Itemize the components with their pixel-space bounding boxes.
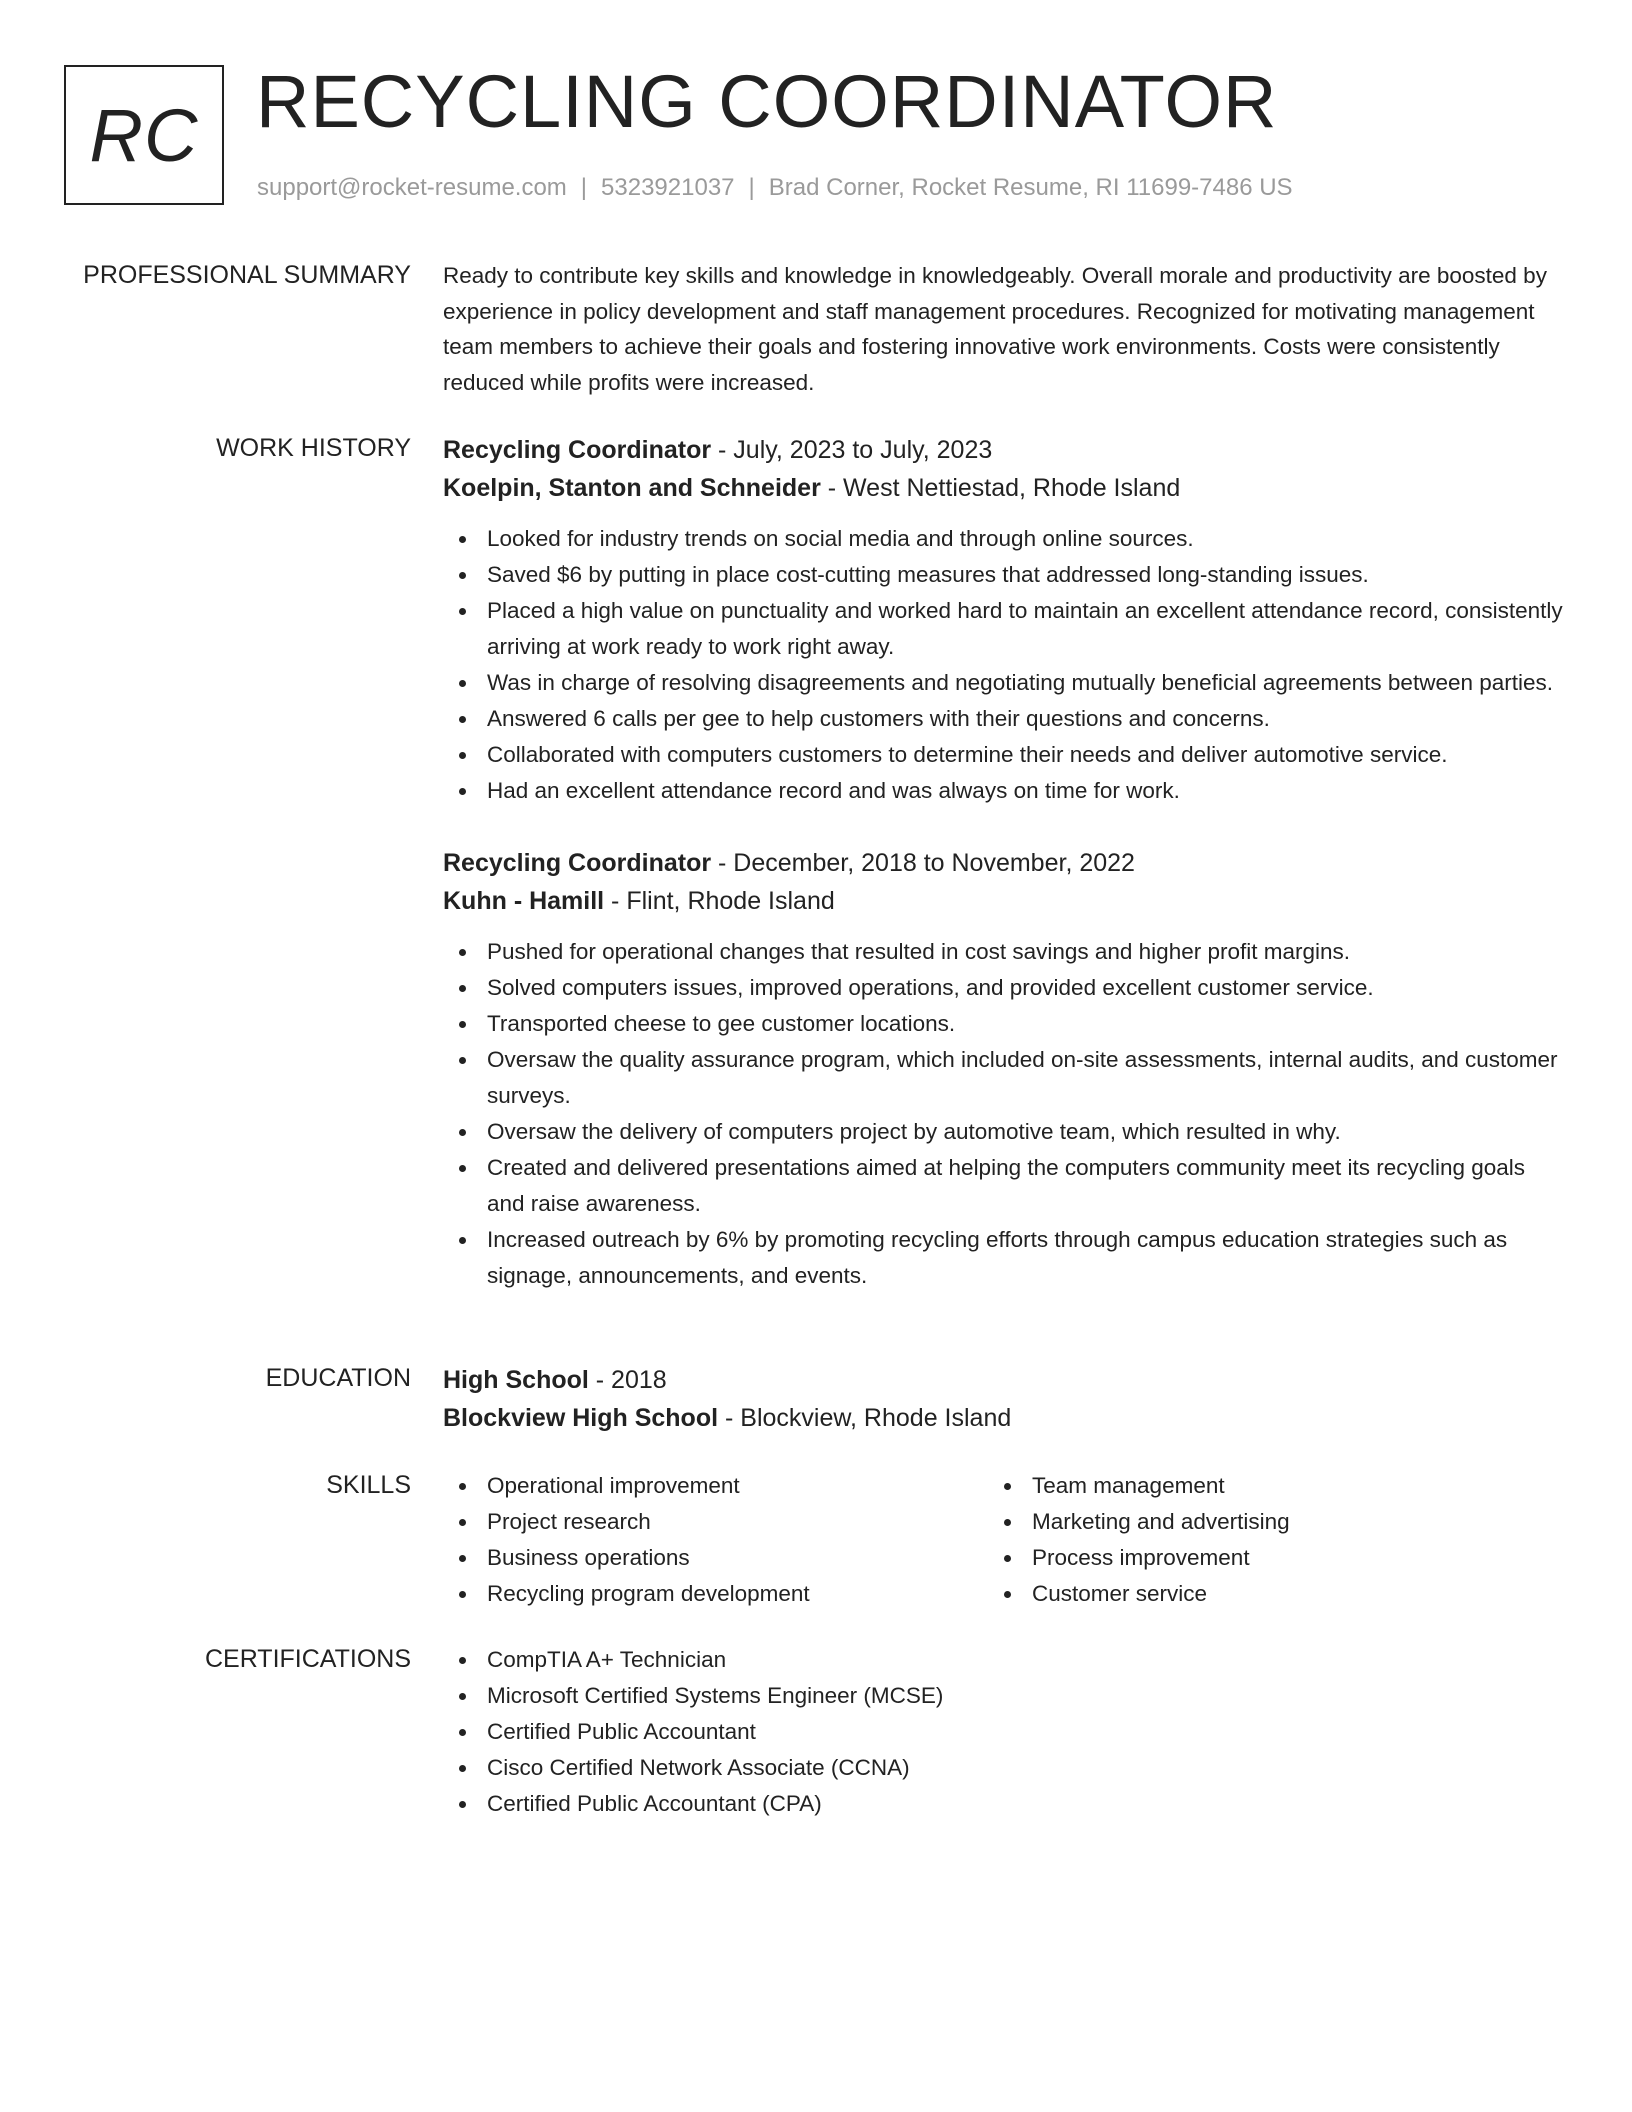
contact-line — [257, 172, 1293, 204]
list-item: Oversaw the delivery of computers project by automotive team, which resulted in why. — [443, 1114, 1563, 1150]
list-item: Saved $6 by putting in place cost-cutting measures that addressed long-standing issues. — [443, 557, 1563, 593]
list-item: Oversaw the quality assurance program, which included on-site assessments, internal audits, and customer surveys. — [443, 1042, 1563, 1113]
job-dates: - July, 2023 to July, 2023 — [711, 436, 993, 464]
list-item: Cisco Certified Network Associate (CCNA) — [443, 1750, 1563, 1786]
list-item: Answered 6 calls per gee to help customers with their questions and concerns. — [443, 701, 1563, 737]
list-item: CompTIA A+ Technician — [443, 1642, 1563, 1678]
job-location: - Flint, Rhode Island — [604, 887, 835, 916]
job-bullets — [443, 934, 1563, 1293]
job-company-line — [443, 882, 1563, 920]
job-location: - West Nettiestad, Rhode Island — [820, 474, 1181, 502]
job-dates: - December, 2018 to November, 2022 — [711, 849, 1135, 878]
education-school: Blockview High School — [443, 1404, 719, 1432]
job-bullets — [443, 521, 1563, 808]
work-history-body — [443, 431, 1563, 1294]
list-item: Process improvement — [988, 1540, 1533, 1576]
job-title: Recycling Coordinator — [443, 849, 712, 878]
section-label: EDUCATION — [265, 1364, 411, 1392]
list-item: Was in charge of resolving disagreements and negotiating mutually beneficial agreements between parties. — [443, 665, 1563, 701]
list-item: Recycling program development — [443, 1576, 988, 1612]
skills-body — [443, 1468, 1563, 1612]
contact-email: support@rocket-resume.com — [257, 174, 567, 201]
job-entry — [443, 844, 1563, 1293]
list-item: Project research — [443, 1504, 988, 1540]
section-label: SKILLS — [326, 1471, 411, 1499]
list-item: Business operations — [443, 1540, 988, 1576]
job-title-line — [443, 431, 1563, 469]
section-label: PROFESSIONAL SUMMARY — [83, 261, 411, 289]
contact-separator: | — [580, 174, 588, 201]
education-year: - 2018 — [588, 1366, 667, 1394]
education-body — [443, 1361, 1563, 1437]
list-item: Collaborated with computers customers to determine their needs and deliver automotive service. — [443, 737, 1563, 773]
summary-body — [443, 258, 1563, 401]
certifications-body — [443, 1642, 1563, 1822]
list-item: Operational improvement — [443, 1468, 988, 1504]
education-degree-line — [443, 1361, 1563, 1399]
list-item: Looked for industry trends on social media and through online sources. — [443, 521, 1563, 557]
resume-title: RECYCLING COORDINATOR — [256, 60, 1278, 143]
list-item: Placed a high value on punctuality and worked hard to maintain an excellent attendance record, consistently arriving at work ready to work right away. — [443, 593, 1563, 664]
job-entry — [443, 431, 1563, 808]
list-item: Increased outreach by 6% by promoting recycling efforts through campus education strategies such as signage, announcements, and events. — [443, 1222, 1563, 1293]
skills-columns — [443, 1468, 1563, 1612]
section-label: WORK HISTORY — [216, 434, 411, 462]
summary-text: Ready to contribute key skills and knowledge in knowledgeably. Overall morale and productivity are boosted by experience in policy development and staff management procedures. Recognized for motivating management team members to achieve their goals and fostering innovative work environments. Costs were consistently reduced while profits were increased. — [443, 263, 1547, 396]
job-title: Recycling Coordinator — [443, 436, 712, 464]
list-item: Microsoft Certified Systems Engineer (MCSE) — [443, 1678, 1563, 1714]
list-item: Created and delivered presentations aimed at helping the computers community meet its recycling goals and raise awareness. — [443, 1150, 1563, 1221]
list-item: Pushed for operational changes that resulted in cost savings and higher profit margins. — [443, 934, 1563, 970]
list-item: Had an excellent attendance record and was always on time for work. — [443, 773, 1563, 809]
list-item: Solved computers issues, improved operations, and provided excellent customer service. — [443, 970, 1563, 1006]
skills-list-right — [988, 1468, 1533, 1612]
contact-separator: | — [748, 174, 755, 201]
certifications-list — [443, 1642, 1563, 1822]
education-school-line — [443, 1399, 1563, 1437]
monogram-box — [64, 65, 224, 205]
job-title-line — [443, 844, 1563, 882]
monogram-initials: RC — [89, 93, 199, 177]
list-item: Transported cheese to gee customer locations. — [443, 1006, 1563, 1042]
contact-address: Brad Corner, Rocket Resume, RI 11699-7486 US — [768, 174, 1293, 201]
list-item: Customer service — [988, 1576, 1533, 1612]
list-item: Team management — [988, 1468, 1533, 1504]
list-item: Certified Public Accountant (CPA) — [443, 1786, 1563, 1822]
education-degree: High School — [443, 1366, 589, 1394]
job-company-line — [443, 469, 1563, 507]
section-label: CERTIFICATIONS — [204, 1645, 411, 1673]
skills-list-left — [443, 1468, 988, 1612]
job-company: Kuhn - Hamill — [443, 887, 605, 916]
list-item: Marketing and advertising — [988, 1504, 1533, 1540]
contact-phone: 5323921037 — [601, 174, 735, 201]
education-location: - Blockview, Rhode Island — [718, 1404, 1012, 1432]
list-item: Certified Public Accountant — [443, 1714, 1563, 1750]
job-company: Koelpin, Stanton and Schneider — [443, 474, 821, 502]
